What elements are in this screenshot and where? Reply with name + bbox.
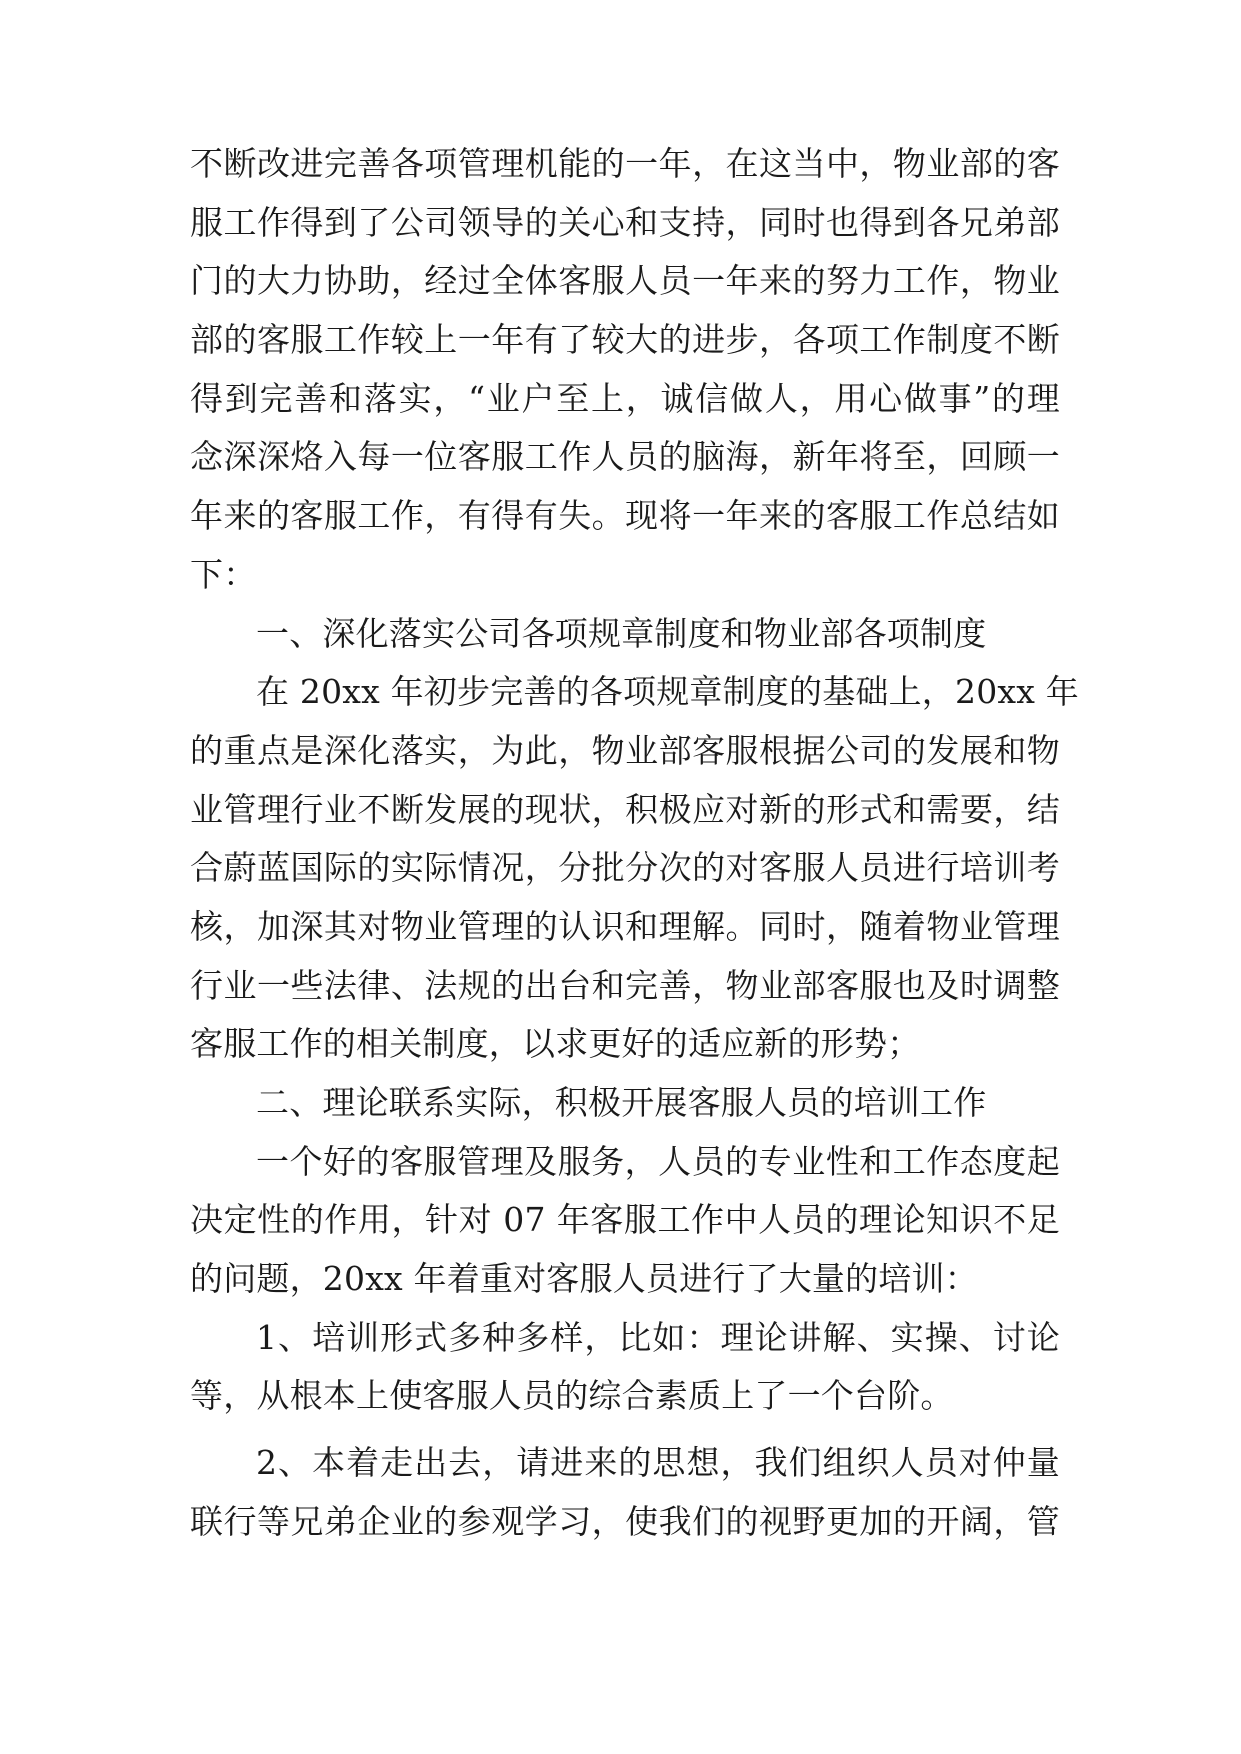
- list-item-line: 等，从根本上使客服人员的综合素质上了一个台阶。: [190, 1376, 954, 1416]
- paragraph-line: 行业一些法律、法规的出台和完善，物业部客服也及时调整: [190, 965, 1060, 1005]
- paragraph-line: 服工作得到了公司领导的关心和支持，同时也得到各兄弟部: [190, 202, 1060, 242]
- paragraph-line: 业管理行业不断发展的现状，积极应对新的形式和需要，结: [190, 789, 1060, 829]
- paragraph-line: 门的大力协助，经过全体客服人员一年来的努力工作，物业: [190, 261, 1060, 301]
- paragraph-line: 合蔚蓝国际的实际情况，分批分次的对客服人员进行培训考: [190, 848, 1060, 888]
- paragraph-line: 部的客服工作较上一年有了较大的进步，各项工作制度不断: [190, 320, 1060, 360]
- list-item-line: 2、本着走出去，请进来的思想，我们组织人员对仲量: [256, 1443, 1060, 1483]
- paragraph-line: 的问题，20xx 年着重对客服人员进行了大量的培训：: [190, 1259, 978, 1299]
- list-item-line: 联行等兄弟企业的参观学习，使我们的视野更加的开阔，管: [190, 1501, 1060, 1541]
- section-heading: 一、深化落实公司各项规章制度和物业部各项制度: [256, 613, 987, 653]
- paragraph-line: 客服工作的相关制度，以求更好的适应新的形势；: [190, 1024, 921, 1064]
- paragraph-line: 不断改进完善各项管理机能的一年，在这当中，物业部的客: [190, 144, 1060, 183]
- paragraph-line: 得到完善和落实，“业户至上，诚信做人，用心做事”的理: [190, 378, 1060, 418]
- section-heading: 二、理论联系实际，积极开展客服人员的培训工作: [256, 1083, 987, 1122]
- paragraph-line: 核，加深其对物业管理的认识和理解。同时，随着物业管理: [190, 906, 1060, 946]
- paragraph-line: 念深深烙入每一位客服工作人员的脑海，新年将至，回顾一: [190, 437, 1060, 477]
- paragraph-line: 年来的客服工作，有得有失。现将一年来的客服工作总结如: [190, 496, 1060, 536]
- paragraph-line: 下：: [190, 554, 257, 594]
- document-body: [190, 135, 1079, 1552]
- paragraph-line: 一个好的客服管理及服务，人员的专业性和工作态度起: [256, 1141, 1060, 1181]
- paragraph-line: 在 20xx 年初步完善的各项规章制度的基础上，20xx 年: [256, 672, 1079, 712]
- paragraph-line: 决定性的作用，针对 07 年客服工作中人员的理论知识不足: [190, 1200, 1060, 1240]
- paragraph-line: 的重点是深化落实，为此，物业部客服根据公司的发展和物: [190, 730, 1060, 770]
- list-item-line: 1、培训形式多种多样，比如：理论讲解、实操、讨论: [256, 1317, 1060, 1357]
